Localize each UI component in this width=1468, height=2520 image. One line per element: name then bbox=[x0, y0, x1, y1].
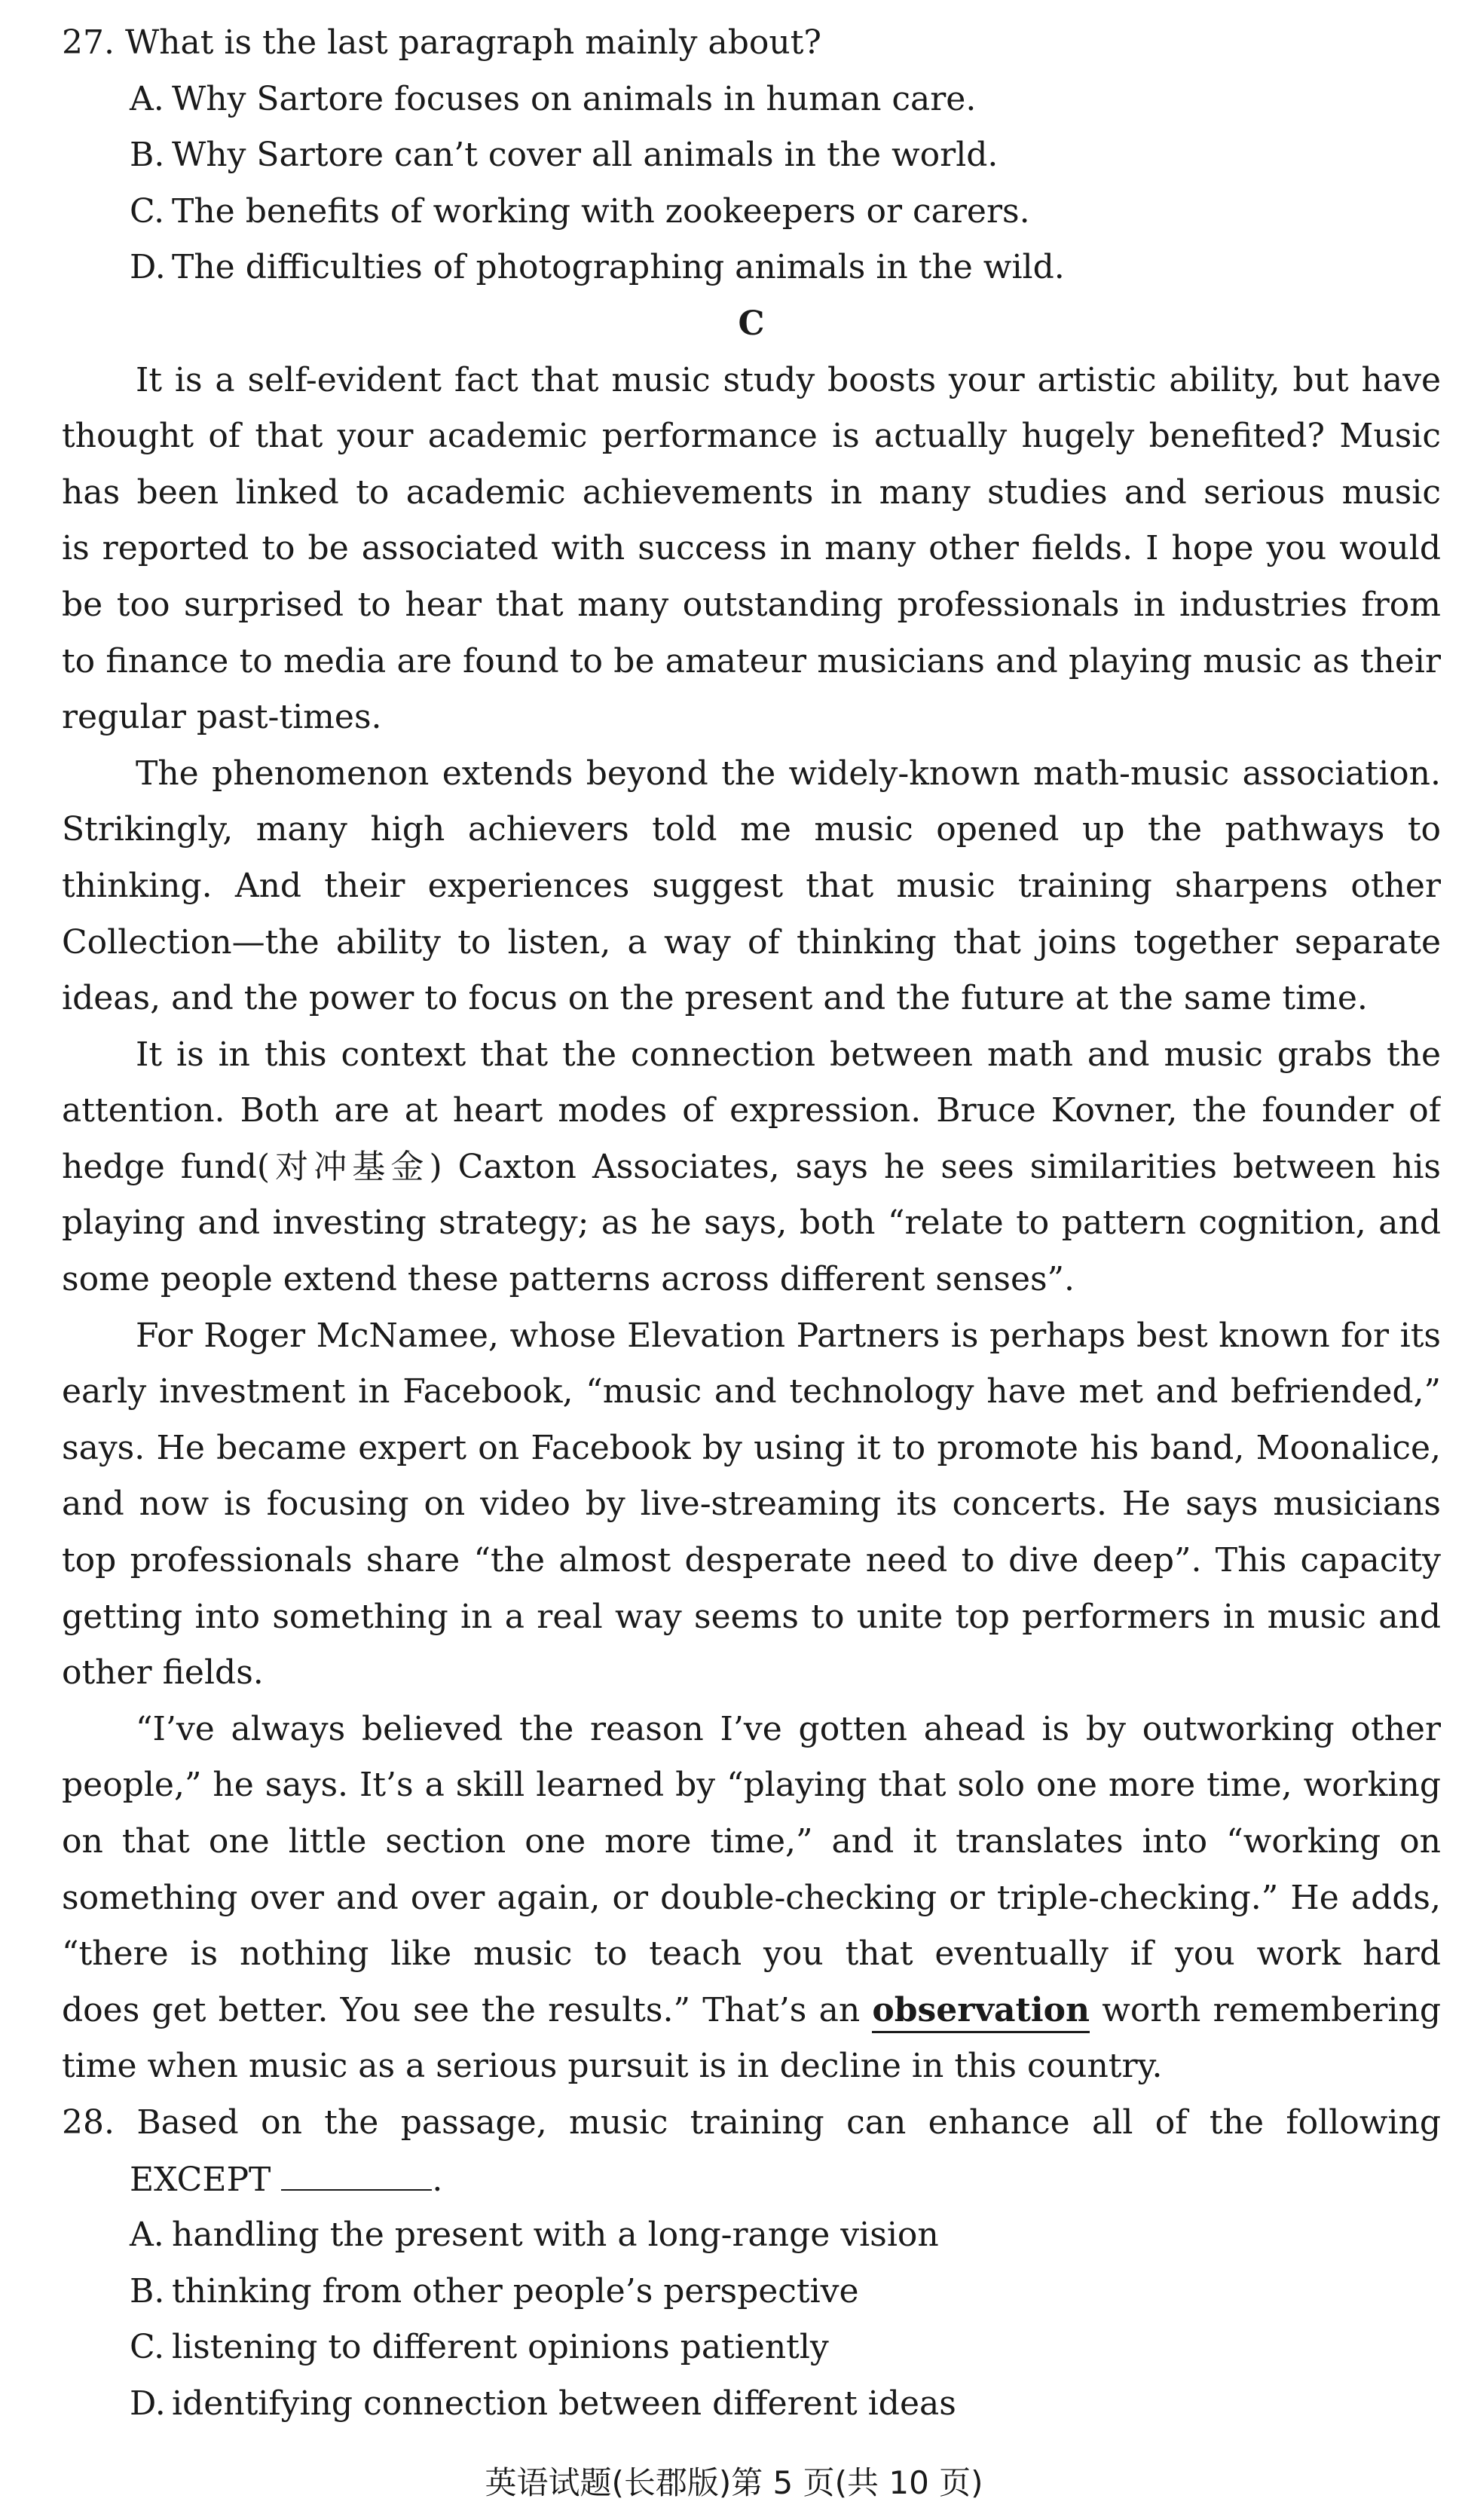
option-letter: C. bbox=[130, 191, 165, 231]
passage-line: thought of that your academic performance is actually hugely benefited? Music bbox=[62, 417, 1441, 456]
passage-line: Collection—the ability to listen, a way of thinking that joins together separate bbox=[62, 922, 1441, 962]
q27-option-a[interactable] bbox=[62, 72, 1441, 128]
passage-line: regular past-times. bbox=[62, 698, 382, 737]
q28-option-d[interactable] bbox=[62, 2376, 1441, 2433]
passage-line: other fields. bbox=[62, 1653, 264, 1693]
passage-line: be too surprised to hear that many outstanding professionals in industries from bbox=[62, 585, 1441, 624]
passage-line: on that one little section one more time,” and it translates into “working on bbox=[62, 1822, 1441, 1861]
option-letter: B. bbox=[130, 2271, 165, 2311]
passage-line: top professionals share “the almost desperate need to dive deep”. This capacity bbox=[62, 1541, 1441, 1580]
q27-option-c[interactable] bbox=[62, 184, 1441, 240]
passage-line: For Roger McNamee, whose Elevation Partners is perhaps best known for its bbox=[136, 1316, 1441, 1355]
option-text: identifying connection between different ideas bbox=[172, 2384, 956, 2423]
option-letter: A. bbox=[130, 79, 164, 118]
q28-option-b[interactable] bbox=[62, 2264, 1441, 2320]
q27-stem: 27. What is the last paragraph mainly about? bbox=[62, 23, 822, 62]
passage-line: attention. Both are at heart modes of expression. Bruce Kovner, the founder of bbox=[62, 1091, 1441, 1130]
passage-line: “there is nothing like music to teach you that eventually if you work hard bbox=[62, 1934, 1441, 1974]
passage-line: people,” he says. It’s a skill learned by “playing that solo one more time, working bbox=[62, 1766, 1441, 1805]
passage-line: says. He became expert on Facebook by using it to promote his band, Moonalice, bbox=[62, 1428, 1441, 1467]
passage-line: playing and investing strategy; as he says, both “relate to pattern cognition, and bbox=[62, 1203, 1441, 1243]
option-text: Why Sartore can’t cover all animals in the world. bbox=[172, 136, 999, 175]
passage-line: Strikingly, many high achievers told me music opened up the pathways to bbox=[62, 810, 1441, 849]
passage-line: The phenomenon extends beyond the widely-known math-music association. bbox=[136, 754, 1441, 793]
q27-option-d[interactable] bbox=[62, 240, 1441, 296]
option-letter: D. bbox=[130, 2384, 166, 2423]
passage-line: hedge fund(对冲基金) Caxton Associates, says he sees similarities between his bbox=[62, 1147, 1441, 1186]
passage-line: early investment in Facebook, “music and technology have met and befriended,” bbox=[62, 1372, 1441, 1411]
q28-stem: 28. Based on the passage, music training can enhance all of the following bbox=[62, 2103, 1441, 2142]
option-letter: A. bbox=[130, 2216, 164, 2255]
underlined-word: observation bbox=[872, 1991, 1090, 2033]
q28-option-c[interactable] bbox=[62, 2320, 1441, 2376]
passage-line-with-underlined-word bbox=[62, 1983, 1441, 2039]
passage-line: is reported to be associated with success in many other fields. I hope you would bbox=[62, 529, 1441, 568]
option-text: listening to different opinions patiently bbox=[172, 2328, 829, 2367]
page-footer: 英语试题(长郡版)第 5 页(共 10 页) bbox=[485, 2464, 983, 2501]
passage-line: ideas, and the power to focus on the present and the future at the same time. bbox=[62, 979, 1368, 1018]
q27-option-b[interactable] bbox=[62, 127, 1441, 184]
passage-line: to finance to media are found to be amateur musicians and playing music as their bbox=[62, 641, 1441, 680]
passage-line: something over and over again, or double-checking or triple-checking.” He adds, bbox=[62, 1878, 1441, 1917]
section-title: C bbox=[738, 304, 765, 343]
option-text: thinking from other people’s perspective bbox=[172, 2271, 859, 2311]
passage-text: does get better. You see the results.” That’s an bbox=[62, 1990, 861, 2029]
passage-line: thinking. And their experiences suggest that music training sharpens other bbox=[62, 866, 1441, 905]
passage-line: some people extend these patterns across different senses”. bbox=[62, 1260, 1075, 1299]
option-letter: C. bbox=[130, 2328, 165, 2367]
passage-line: has been linked to academic achievements in many studies and serious music bbox=[62, 472, 1441, 512]
passage-line: and now is focusing on video by live-streaming its concerts. He says musicians bbox=[62, 1485, 1441, 1524]
option-text: The difficulties of photographing animals in the wild. bbox=[172, 248, 1065, 287]
passage-line: time when music as a serious pursuit is in decline in this country. bbox=[62, 2047, 1163, 2086]
option-letter: D. bbox=[130, 248, 166, 287]
option-text: The benefits of working with zookeepers or carers. bbox=[172, 191, 1030, 231]
passage-line: “I’ve always believed the reason I’ve gotten ahead is by outworking other bbox=[136, 1709, 1441, 1748]
q28-option-a[interactable] bbox=[62, 2207, 1441, 2264]
q28-stem-continued: EXCEPT . bbox=[62, 2151, 1441, 2208]
answer-blank[interactable] bbox=[281, 2151, 432, 2191]
passage-line: It is a self-evident fact that music study boosts your artistic ability, but have bbox=[136, 360, 1441, 399]
passage-line: getting into something in a real way seems to unite top performers in music and bbox=[62, 1597, 1441, 1636]
q28-except-label: EXCEPT bbox=[130, 2160, 271, 2199]
option-text: Why Sartore focuses on animals in human care. bbox=[172, 79, 977, 118]
option-letter: B. bbox=[130, 136, 165, 175]
option-text: handling the present with a long-range vision bbox=[172, 2216, 939, 2255]
passage-line: It is in this context that the connection between math and music grabs the bbox=[136, 1035, 1441, 1074]
exam-page bbox=[62, 15, 1441, 2433]
passage-text: worth remembering bbox=[1102, 1990, 1441, 2029]
